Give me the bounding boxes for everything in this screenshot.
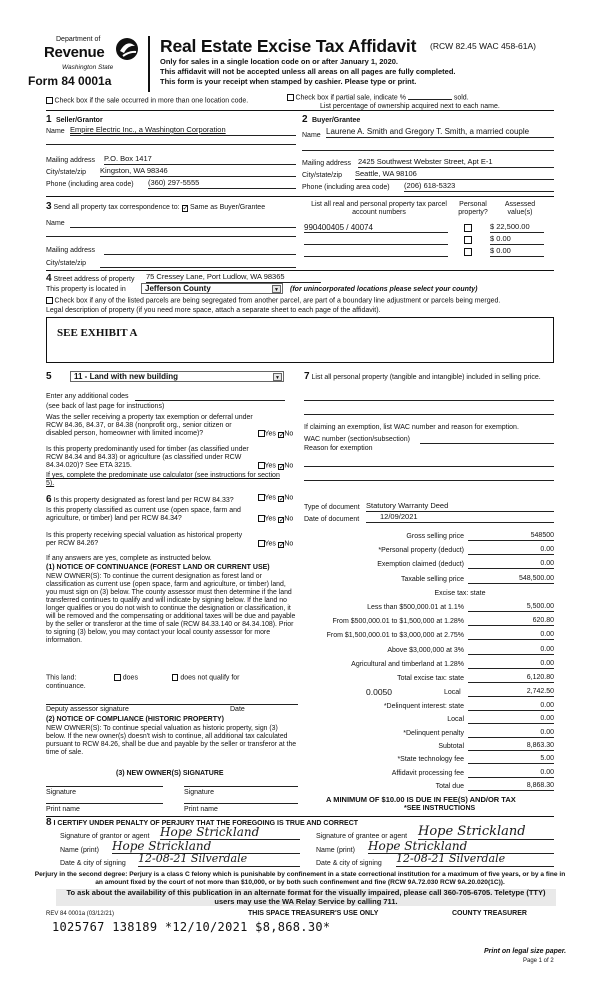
owner2-print-label: Print name — [184, 806, 218, 813]
owner1-signature-label: Signature — [46, 789, 76, 796]
seller-mailing-label: Mailing address — [46, 157, 96, 164]
section6-number: 6 — [46, 494, 52, 505]
doc-type-field[interactable]: Statutory Warranty Deed — [366, 502, 554, 512]
tax-row-value[interactable]: 0.00 — [468, 546, 554, 555]
multi-location-checkbox[interactable] — [46, 97, 53, 104]
parcel-number-field[interactable]: 990400405 / 40074 — [304, 223, 448, 233]
seller-city-label: City/state/zip — [46, 169, 87, 176]
partial-sale-checkbox[interactable] — [287, 94, 294, 101]
multi-location-label: Check box if the sale occurred in more than one location code. — [54, 97, 249, 105]
rev-number: REV 84 0001a (03/12/21) — [46, 911, 115, 917]
property-section-number: 4 — [46, 273, 52, 284]
same-as-buyer-label: Same as Buyer/Grantee — [190, 204, 266, 211]
tax-row-label: *Delinquent interest: state — [383, 703, 464, 710]
this-land-row — [46, 674, 298, 683]
tax-row-value[interactable]: 0.00 — [468, 646, 554, 655]
grantee-name-label: Name (print) — [316, 847, 355, 854]
tax-row-label: Agricultural and timberland at 1.28% — [351, 660, 464, 668]
grantor-name-label: Name (print) — [60, 847, 99, 854]
no-label: No — [284, 540, 294, 548]
tax-row-label: Total excise tax: state — [397, 675, 464, 682]
parcel-number-field[interactable] — [304, 235, 448, 245]
personal-property-checkbox[interactable] — [464, 248, 472, 256]
grantor-name[interactable]: Hope Strickland — [112, 840, 300, 854]
buyer-name-label: Name — [302, 132, 321, 139]
grantee-name[interactable]: Hope Strickland — [368, 840, 554, 854]
yes-label: Yes — [264, 540, 276, 548]
land-use-value: 11 - Land with new building — [74, 372, 178, 381]
buyer-phone-label: Phone (including area code) — [302, 184, 390, 191]
grantor-sig-label: Signature of grantor or agent — [60, 833, 150, 840]
certify-text: I CERTIFY UNDER PENALTY OF PERJURY THAT THE FOREGOING IS TRUE AND CORRECT — [53, 820, 359, 827]
assessed-value-field[interactable]: $ 0.00 — [490, 247, 544, 257]
personal-property-checkbox[interactable] — [464, 236, 472, 244]
tax-row-value[interactable]: 620.80 — [468, 617, 554, 626]
land-use-select[interactable] — [70, 371, 284, 382]
tax-row-value[interactable]: 5.00 — [468, 755, 554, 764]
street-label: Street address of property — [53, 276, 135, 283]
section7-number: 7 — [304, 371, 310, 382]
assessed-value-field[interactable]: $ 0.00 — [490, 235, 544, 245]
add-codes-label: Enter any additional codes — [46, 393, 129, 400]
segregated-checkbox[interactable] — [46, 297, 53, 304]
s6-q1: Is this property designated as forest land per RCW 84.33? — [53, 497, 234, 504]
deputy-sig-label: Deputy assessor signature — [46, 706, 129, 713]
s6-q2-answer — [258, 515, 293, 524]
continuance-label: continuance. — [46, 683, 86, 690]
does-not-checkbox[interactable] — [172, 674, 179, 681]
add-codes-field[interactable] — [135, 391, 285, 401]
yes-label: Yes — [264, 494, 276, 502]
seller-mailing-field[interactable]: P.O. Box 1417 — [104, 155, 296, 165]
correspondence-heading-row — [46, 201, 265, 213]
grantee-sig-label: Signature of grantee or agent — [316, 833, 408, 840]
treasurer-use: THIS SPACE TREASURER'S USE ONLY — [248, 910, 379, 917]
seller-phone-label: Phone (including area code) — [46, 181, 134, 188]
does-label: does — [122, 674, 138, 682]
seller-heading: Seller/Grantor — [56, 117, 103, 124]
local-rate-value: 0.0050 — [366, 687, 392, 697]
tax-row-value[interactable]: 8,863.30 — [468, 742, 554, 751]
correspondence-mailing-label: Mailing address — [46, 247, 96, 254]
legal-description-box[interactable] — [46, 317, 554, 363]
buyer-name-field[interactable]: Laurene A. Smith and Gregory T. Smith, a married couple — [326, 127, 554, 138]
parcel-number-field[interactable] — [304, 247, 448, 257]
yes-label: Yes — [264, 430, 276, 438]
header-line1: Only for sales in a single location code on or after January 1, 2020. — [160, 57, 398, 66]
reason-label: Reason for exemption — [304, 445, 373, 452]
no-label: No — [284, 462, 294, 470]
does-checkbox[interactable] — [114, 674, 121, 681]
partial-sale-label-b: sold. — [453, 94, 469, 102]
no-label: No — [284, 430, 294, 438]
tax-row-value[interactable]: 548,500.00 — [468, 575, 554, 584]
header-line3: This form is your receipt when stamped by cashier. Please type or print. — [160, 77, 417, 86]
tax-row-label: Less than $500,000.01 at 1.1% — [367, 604, 464, 611]
s6-note: If any answers are yes, complete as instructed below. — [46, 555, 212, 562]
owner1-print-label: Print name — [46, 806, 80, 813]
multi-location-check[interactable] — [46, 97, 248, 106]
s5-q2-answer — [258, 462, 293, 471]
grantee-signature[interactable]: Hope Strickland — [418, 825, 554, 840]
section5-number: 5 — [46, 371, 52, 382]
seller-section-number: 1 — [46, 114, 52, 125]
legal-paper-note: Print on legal size paper. — [484, 948, 567, 955]
tax-row-label: Total due — [435, 782, 464, 790]
tax-row-value[interactable]: 0.00 — [468, 631, 554, 640]
correspondence-name-field[interactable] — [70, 218, 296, 228]
new-owner-sig-title: (3) NEW OWNER(S) SIGNATURE — [116, 770, 224, 777]
partial-sale-label-a: Check box if partial sale, indicate % — [295, 94, 406, 102]
tax-row-value[interactable]: 6,120.80 — [468, 674, 554, 683]
grantor-date-label: Date & city of signing — [60, 860, 126, 867]
doc-type-label: Type of document — [304, 504, 360, 511]
tax-row-value[interactable]: 0.00 — [468, 715, 554, 724]
tax-row-value[interactable]: 8,868.30 — [468, 782, 554, 791]
buyer-mailing-field[interactable]: 2425 Southwest Webster Street, Apt E-1 — [358, 158, 554, 168]
legal-label: Legal description of property (if you need more space, attach a separate sheet to each page of the affidavit). — [46, 307, 381, 314]
correspondence-name-label: Name — [46, 220, 65, 227]
same-as-buyer-checkbox[interactable] — [182, 205, 189, 212]
street-field[interactable]: 75 Cressey Lane, Port Ludlow, WA 98365 — [146, 273, 321, 283]
notice2-title: (2) NOTICE OF COMPLIANCE (HISTORIC PROPERTY) — [46, 716, 224, 723]
tax-row-label: *State technology fee — [397, 756, 464, 764]
tax-row-label: Excise tax: state — [434, 589, 486, 597]
tax-row-value[interactable]: 0.00 — [468, 769, 554, 778]
local-value[interactable]: 2,742.50 — [468, 688, 554, 697]
tax-row-label: From $1,500,000.01 to $3,000,000 at 2.75% — [326, 632, 464, 640]
grantee-date[interactable]: 12-08-21 Silverdale — [396, 853, 554, 867]
tax-row-label: Above $3,000,000 at 3% — [387, 646, 464, 654]
doc-date-label: Date of document — [304, 516, 360, 523]
tax-row-label: From $500,000.01 to $1,500,000 at 1.28% — [332, 618, 464, 626]
see-instructions: *SEE INSTRUCTIONS — [404, 805, 476, 812]
buyer-city-field[interactable]: Seattle, WA 98106 — [355, 170, 554, 180]
parcel-col3-header: Assessed value(s) — [504, 201, 536, 217]
county-treasurer: COUNTY TREASURER — [452, 910, 527, 917]
notice2-body: NEW OWNER(S): To continue special valuation as historic property, sign (3) below. If the new owner(s) doesn't wish to continue, all additional tax calculated pursuant to RCW 84.26, shall be due and payable by the seller or transferor at the time of sale. — [46, 725, 297, 756]
parcel-col2-header: Personal property? — [458, 201, 488, 217]
s5-q1-answer — [258, 430, 293, 439]
page-number: Page 1 of 2 — [523, 958, 554, 964]
dor-logo — [28, 34, 143, 94]
personal-property-checkbox[interactable] — [464, 224, 472, 232]
no-label: No — [284, 515, 294, 523]
dept-line3: Washington State — [62, 64, 114, 71]
assessed-value-field[interactable]: $ 22,500.00 — [490, 223, 544, 233]
form-number: Form 84 0001a — [28, 74, 112, 88]
local-rate-row — [304, 688, 554, 700]
buyer-city-label: City/state/zip — [302, 172, 343, 179]
seller-name-field[interactable]: Empire Electric Inc., a Washington Corporation — [70, 126, 296, 136]
tax-row-value[interactable]: 548500 — [468, 532, 554, 541]
tax-row-value[interactable]: 5,500.00 — [468, 603, 554, 612]
tax-row-label: Subtotal — [438, 742, 464, 750]
dept-line1: Department of — [56, 36, 101, 43]
seller-name-label: Name — [46, 128, 65, 135]
dept-line2: Revenue — [44, 44, 105, 61]
correspondence-city-label: City/state/zip — [46, 260, 87, 267]
tax-row-label: *Personal property (deduct) — [378, 547, 464, 555]
tax-row-label: Exemption claimed (deduct) — [377, 561, 464, 569]
doc-date-field[interactable]: 12/09/2021 — [366, 513, 554, 523]
treasurer-stamp: 1025767 138189 *12/10/2021 $8,868.30* — [52, 920, 331, 934]
grantor-date[interactable]: 12-08-21 Silverdale — [138, 853, 300, 867]
perjury-notice: Perjury in the second degree: Perjury is a class C felony which is punishable by confinement in a state correctional institution for a maximum of five years, or by a fine in an amount fixed by the court of not more than $10,000, or by both such confinement and fine (RCW 9A.72.030 RCW 9A.20.020(1C)). — [34, 871, 566, 886]
parcel-row — [304, 247, 554, 259]
tax-row-value[interactable]: 0.00 — [468, 560, 554, 569]
local-label: Local — [444, 689, 461, 696]
county-note: (for unincorporated locations please select your county) — [290, 286, 478, 293]
wac-label: WAC number (section/subsection) — [304, 436, 410, 443]
notice1-body: NEW OWNER(S): To continue the current designation as forest land or classification as current use (open space, farm and agriculture, or timber) land, you must sign on (3) below. The county assessor must then determine if the land transferred continues to qualify and will indicate by signing below. If the land no longer qualifies or you do not wish to continue the designation or classification, it will be removed and the compensating or additional taxes will be due and payable by the seller or transferor at the time of sale (RCW 84.33.140 or 84.34.108). Prior to signing (3) below, you may contact your local county assessor for more information. — [46, 573, 296, 644]
partial-sale-check[interactable] — [287, 94, 469, 103]
seller-city-field[interactable]: Kingston, WA 98346 — [100, 167, 296, 177]
county-label: This property is located in — [46, 286, 126, 293]
tax-row-label: Taxable selling price — [400, 575, 464, 583]
county-select[interactable] — [141, 283, 283, 294]
segregated-label: Check box if any of the listed parcels are being segregated from another parcel, are part of a boundary line adjustment or parcels being merged. — [54, 297, 501, 305]
add-codes-note: (see back of last page for instructions) — [46, 403, 165, 410]
correspondence-heading: Send all property tax correspondence to: — [53, 204, 180, 211]
chevron-down-icon: ▼ — [273, 373, 282, 381]
form-rcw: (RCW 82.45 WAC 458-61A) — [430, 41, 536, 51]
s5-q2-note: If yes, complete the predominate use calculator (see instructions for section 5). — [46, 472, 280, 488]
owner2-signature-label: Signature — [184, 789, 214, 796]
county-value: Jefferson County — [145, 284, 211, 293]
yes-label: Yes — [264, 462, 276, 470]
s6-q2: Is this property classified as current use (open space, farm and agriculture, or timber) land per RCW 84.34? — [46, 507, 241, 523]
exemption-label: If claiming an exemption, list WAC number and reason for exemption. — [304, 424, 519, 431]
parcel-col1-header: List all real and personal property tax parcel account numbers — [311, 201, 447, 217]
tax-row-value[interactable]: 0.00 — [468, 702, 554, 711]
revenue-swirl-icon — [114, 37, 140, 61]
wac-field[interactable] — [420, 434, 554, 444]
chevron-down-icon: ▼ — [272, 285, 281, 293]
notice1-title: (1) NOTICE OF CONTINUANCE (FOREST LAND OR CURRENT USE) — [46, 564, 270, 571]
buyer-mailing-label: Mailing address — [302, 160, 352, 167]
grantor-signature[interactable]: Hope Strickland — [160, 826, 300, 840]
s6-q1-row — [46, 494, 256, 506]
section8-number: 8 — [46, 817, 52, 828]
header-line2: This affidavit will not be accepted unless all areas on all pages are fully completed. — [160, 67, 456, 76]
ada-notice: To ask about the availability of this publication in an alternate format for the visually impaired, please call 360-705-6705. Teletype (TTY) users may use the WA Relay Service by calling 711. — [56, 889, 556, 906]
no-label: No — [284, 494, 294, 502]
yes-label: Yes — [264, 515, 276, 523]
street-row — [46, 273, 134, 285]
s7-text: List all personal property (tangible and intangible) included in selling price. — [311, 374, 541, 381]
buyer-phone-field[interactable]: (206) 618-5323 — [404, 182, 554, 192]
this-land-label: This land: — [46, 674, 77, 682]
parcel-row — [304, 235, 554, 247]
tax-row-label: Affidavit processing fee — [391, 769, 464, 777]
form-title: Real Estate Excise Tax Affidavit — [160, 36, 417, 56]
s7-row — [304, 371, 554, 383]
buyer-section-number: 2 — [302, 114, 308, 125]
tax-row-value[interactable]: 0.00 — [468, 660, 554, 669]
s6-q3: Is this property receiving special valuation as historical property per RCW 84.26? — [46, 532, 243, 548]
top-rule — [46, 110, 554, 111]
parcel-row — [304, 223, 554, 235]
correspondence-section-number: 3 — [46, 201, 52, 212]
s5-q2: Is this property predominantly used for timber (as classified under RCW 84.34 and 84.33) or agriculture (as classified under RCW 84.34.020)? See ETA 3215. — [46, 446, 249, 470]
tax-row-value[interactable]: 0.00 — [468, 729, 554, 738]
s5-q1: Was the seller receiving a property tax exemption or deferral under RCW 84.36, 84.37, or 84.38 (nonprofit org., senior citizen or disabled person, homeowner with limited income)? — [46, 414, 253, 438]
correspondence-mailing-field[interactable] — [104, 245, 296, 255]
tax-row-label: Local — [447, 716, 464, 724]
partial-sale-note: List percentage of ownership acquired next to each name. — [320, 103, 500, 110]
s6-q1-answer — [258, 494, 293, 503]
correspondence-city-field[interactable] — [100, 258, 296, 268]
buyer-heading: Buyer/Grantee — [312, 117, 361, 124]
grantee-date-label: Date & city of signing — [316, 860, 382, 867]
seller-phone-field[interactable]: (360) 297-5555 — [148, 179, 296, 189]
does-not-label: does not qualify for — [180, 674, 240, 682]
s6-q3-answer — [258, 540, 293, 549]
tax-row-label: Gross selling price — [406, 533, 464, 540]
tax-row-label: *Delinquent penalty — [403, 729, 464, 737]
segregated-check[interactable] — [46, 297, 500, 306]
legal-description-text: SEE EXHIBIT A — [57, 327, 138, 339]
deputy-date-label: Date — [230, 706, 245, 713]
header-divider — [148, 36, 150, 92]
minimum-notice: A MINIMUM OF $10.00 IS DUE IN FEE(S) AND/OR TAX — [326, 795, 516, 804]
